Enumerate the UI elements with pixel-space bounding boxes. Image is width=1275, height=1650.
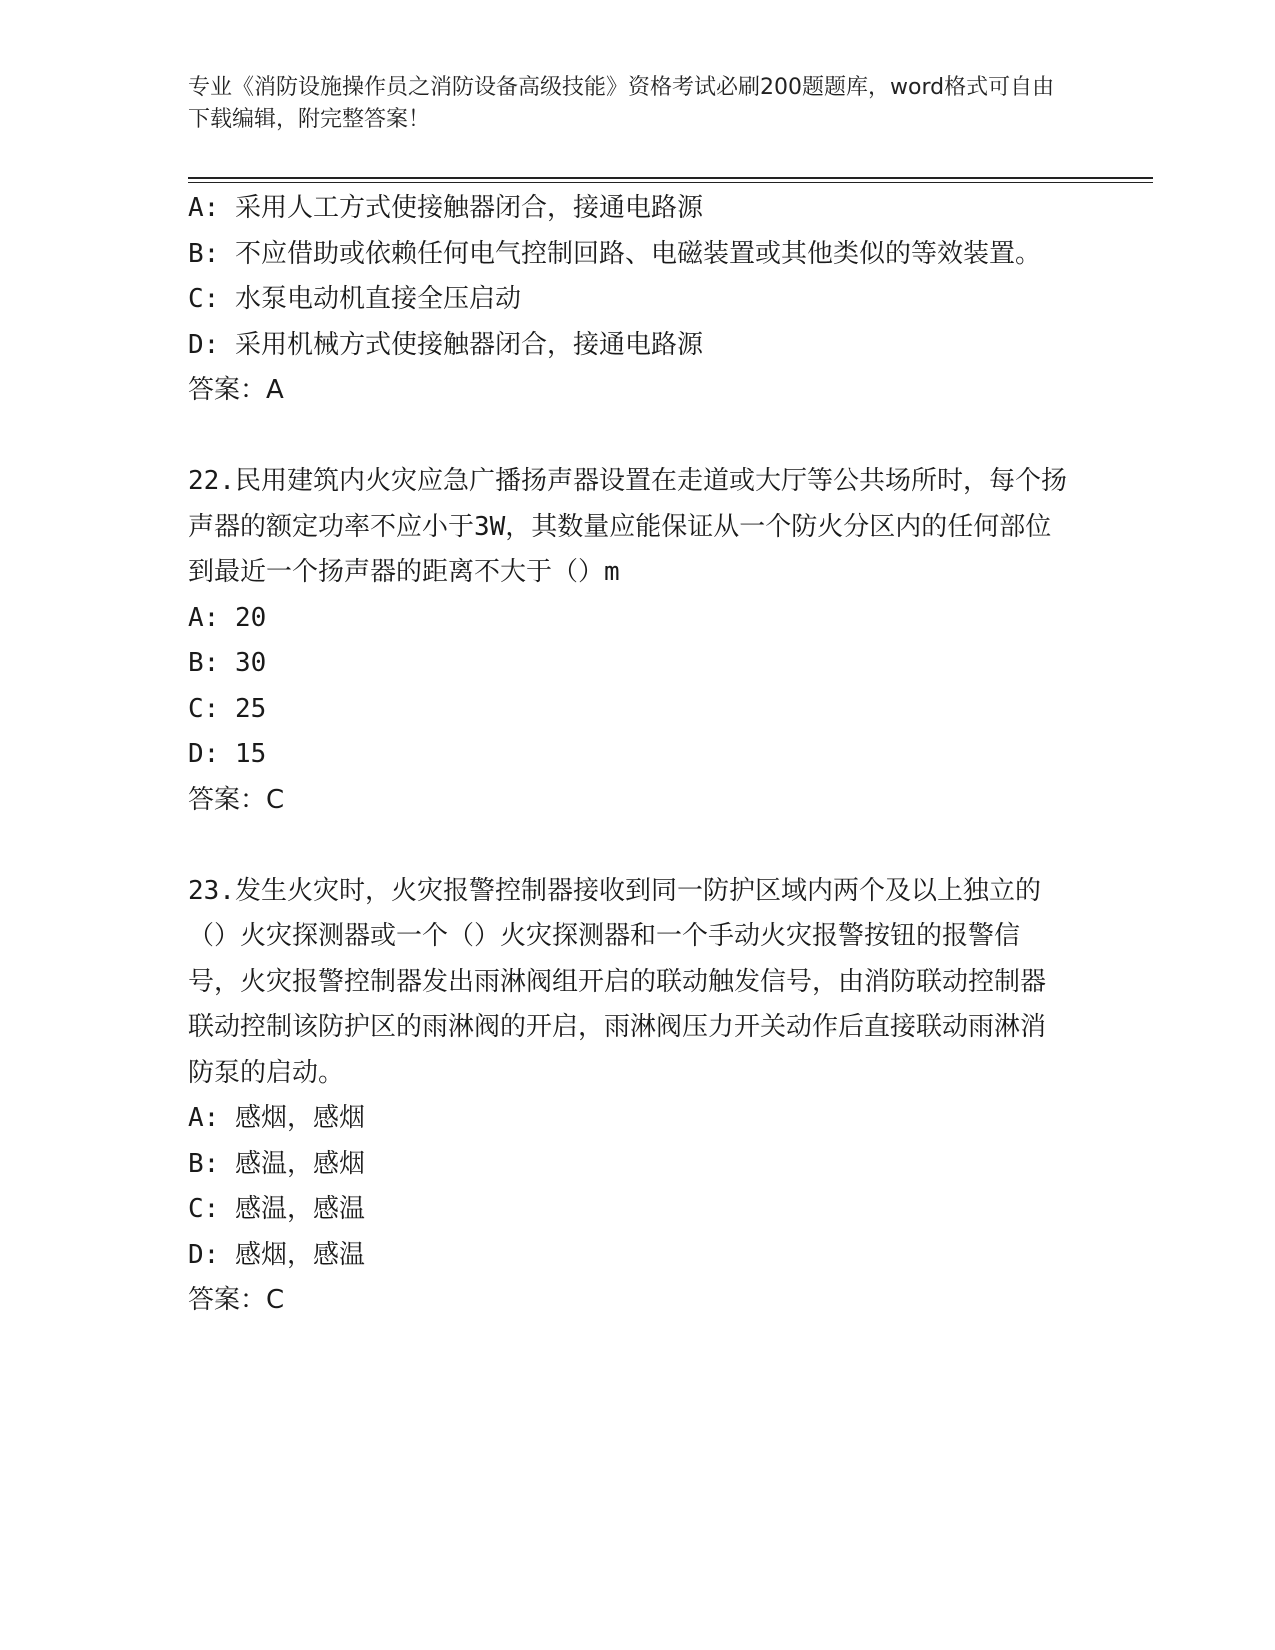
q21-option-d: D: 采用机械方式使接触器闭合，接通电路源 (188, 329, 703, 360)
q21-option-b: B: 不应借助或依赖任何电气控制回路、电磁装置或其他类似的等效装置。 (188, 238, 1041, 269)
question-22-block (188, 459, 1068, 823)
q23-option-a: A: 感烟，感烟 (188, 1103, 365, 1133)
document-header: 专业《消防设施操作员之消防设备高级技能》资格考试必刷200题题库，word格式可自由下载编辑，附完整答案！ (188, 75, 1055, 132)
q22-option-c: C: 25 (188, 693, 267, 724)
q23-answer: 答案：C (188, 1285, 285, 1315)
q22-option-d: D: 15 (188, 739, 267, 769)
q21-option-a: A: 采用人工方式使接触器闭合，接通电路源 (188, 193, 703, 223)
question-content (188, 186, 1068, 1324)
q22-question: 22.民用建筑内火灾应急广播扬声器设置在走道或大厅等公共场所时，每个扬声器的额定功率不应小于3W，其数量应能保证从一个防火分区内的任何部位到最近一个扬声器的距离不大于（）m (188, 466, 1067, 587)
question-23-block (188, 869, 1068, 1324)
header-divider-thick (188, 177, 1153, 179)
q23-option-d: D: 感烟，感温 (188, 1239, 365, 1270)
q22-answer: 答案：C (188, 784, 285, 815)
q23-question: 23.发生火灾时，火灾报警控制器接收到同一防护区域内两个及以上独立的（）火灾探测器或一个（）火灾探测器和一个手动火灾报警按钮的报警信号，火灾报警控制器发出雨淋阀组开启的联动触发信号，由消防联动控制器联动控制该防护区的雨淋阀的开启，雨淋阀压力开关动作后直接联动雨淋消防泵的启动。 (188, 875, 1047, 1088)
spacer (188, 823, 1068, 869)
q23-option-c: C: 感温，感温 (188, 1194, 365, 1224)
q21-answer: 答案：A (188, 375, 284, 405)
q23-option-b: B: 感温，感烟 (188, 1148, 365, 1179)
spacer (188, 414, 1068, 460)
q22-option-a: A: 20 (188, 602, 267, 633)
q21-option-c: C: 水泵电动机直接全压启动 (188, 284, 521, 314)
question-21-block (188, 186, 1068, 414)
q22-option-b: B: 30 (188, 648, 267, 678)
header-divider-thin (188, 182, 1153, 183)
